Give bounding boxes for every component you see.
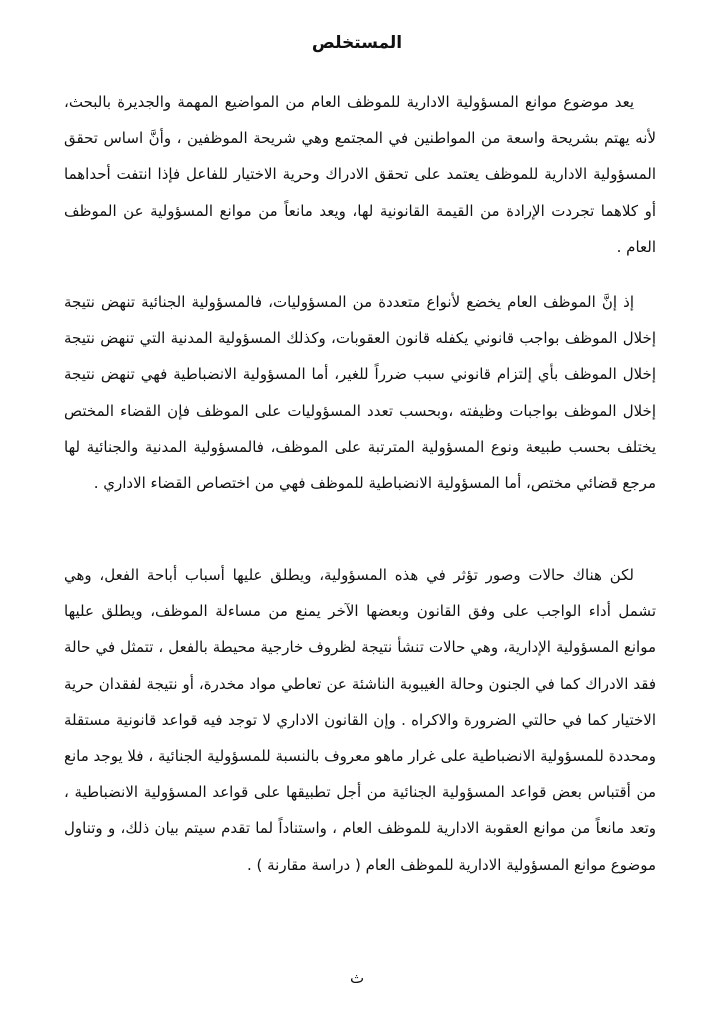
paragraph-2: إذ إنَّ الموظف العام يخضع لأنواع متعددة من المسؤوليات، فالمسؤولية الجنائية تنهض نتيجة إخلال الموظف بواجب قانوني يكفله قانون العقوبات، وكذلك المسؤولية المدنية التي تنهض نتيجة إخلال الموظف بأي إلتزام قانوني سبب ضرراً للغير، أما المسؤولية الانضباطية فهي تنهض نتيجة إخلال الموظف بواجبات وظيفته ،وبحسب تعدد المسؤوليات على الموظف فإن القضاء المختص يختلف بحسب طبيعة ونوع المسؤولية المترتبة على الموظف، فالمسؤولية المدنية والجنائية لها مرجع قضائي مختص، أما المسؤولية الانضباطية للموظف فهي من اختصاص القضاء الاداري . xyxy=(64,293,656,493)
page-number: ث xyxy=(349,969,365,987)
paragraph-1: يعد موضوع موانع المسؤولية الادارية للموظف العام من المواضيع المهمة والجديرة بالبحث، لأنه يهتم بشريحة واسعة من المواطنين في المجتمع وهي شريحة الموظفين ، وأنَّ اساس تحقق المسؤولية الادارية للموظف يعتمد على تحقق الادراك وحرية الاختيار للفاعل فإذا انتفت أحداهما أو كلاهما تجردت الإرادة من القيمة القانونية لها، ويعد مانعاً من موانع المسؤولية عن الموظف العام . xyxy=(64,93,656,256)
abstract-title: المستخلص xyxy=(311,33,403,53)
paragraph-3: لكن هناك حالات وصور تؤثر في هذه المسؤولية، ويطلق عليها أسباب أباحة الفعل، وهي تشمل أداء الواجب على وفق القانون وبعضها الآخر يمنع من مساءلة الموظف، ويطلق عليها موانع المسؤولية الإدارية، وهي حالات تنشأ نتيجة لظروف خارجية محيطة بالفعل ، تتمثل في حالة فقد الادراك كما في الجنون وحالة الغيبوبة الناشئة عن تعاطي مواد مخدرة، أو نتيجة لفقدان حرية الاختيار كما في حالتي الضرورة والاكراه . وإن القانون الاداري لا توجد فيه قواعد قانونية مستقلة ومحددة للمسؤولية الانضباطية على غرار ماهو معروف بالنسبة للمسؤولية الجنائية ، فلا يوجد مانع من أقتباس بعض قواعد المسؤولية الجنائية من أجل تطبيقها على قواعد المسؤولية الانضباطية ، وتعد مانعاً من موانع العقوبة الادارية للموظف العام ، واستناداً لما تقدم سيتم بيان ذلك، و وتناول موضوع موانع المسؤولية الادارية للموظف العام ( دراسة مقارنة ) . xyxy=(64,566,656,874)
